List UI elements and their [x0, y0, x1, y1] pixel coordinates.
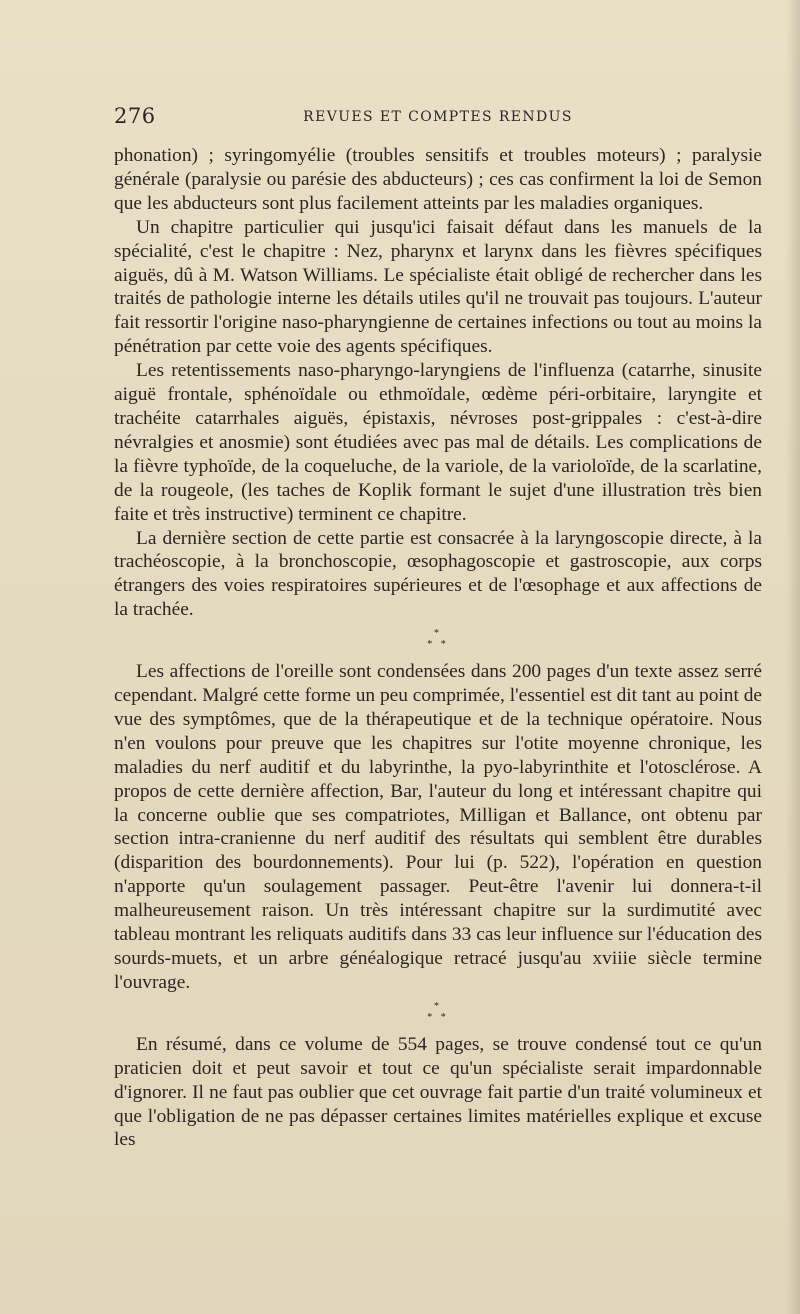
paragraph: Les retentissements naso-pharyngo-laryngiens de l'influenza (catarrhe, sinusite aiguë frontale, sphénoïdale ou ethmoïdale, œdème péri-orbitaire, laryngite et trachéite catarrhales aiguës, épistaxis, névroses post-grippales : c'est-à-dire névralgies et anosmie) sont étudiées avec pas mal de détails. Les complications de la fièvre typhoïde, de la coqueluche, de la variole, de la varioloïde, de la scarlatine, de la rougeole, (les taches de Koplik formant le sujet d'une illustration très bien faite et très instructive) terminent ce chapitre.: [114, 360, 762, 525]
paragraph: En résumé, dans ce volume de 554 pages, se trouve condensé tout ce qu'un praticien doit et peut savoir et tout ce qu'un spécialiste serait impardonnable d'ignorer. Il ne faut pas oublier que cet ouvrage fait partie d'un traité volumineux et que l'obligation de ne pas dépasser certaines limites matérielles explique et excuse les: [114, 1033, 762, 1151]
paragraph: phonation) ; syringomyélie (troubles sensitifs et troubles moteurs) ; paralysie générale (paralysie ou parésie des abducteurs) ; ces cas confirment la loi de Semon que les abducteurs sont plus facilement atteints par les maladies organiques.: [114, 145, 762, 214]
separator-star-top: *: [434, 1000, 442, 1012]
page-number: 276: [114, 104, 156, 128]
separator-star-bottom: * *: [427, 1011, 449, 1023]
page-edge-shadow: [786, 0, 800, 1314]
paragraph: La dernière section de cette partie est consacrée à la laryngoscopie directe, à la trachéoscopie, à la bronchoscopie, œsophagoscopie et gastroscopie, aux corps étrangers des voies respiratoires supérieures et de l'œsophage et aux affections de la trachée.: [114, 527, 762, 621]
page-header: [112, 104, 764, 134]
section-separator: [114, 1001, 762, 1023]
separator-star-top: *: [434, 628, 442, 640]
body-text: [114, 144, 762, 1152]
section-separator: [114, 628, 762, 650]
separator-star-bottom: * *: [427, 639, 449, 651]
running-head: REVUES ET COMPTES RENDUS: [303, 109, 573, 125]
paragraph: Un chapitre particulier qui jusqu'ici faisait défaut dans les manuels de la spécialité, c'est le chapitre : Nez, pharynx et larynx dans les fièvres spécifiques aiguës, dû à M. Watson Williams. Le spécialiste était obligé de rechercher dans les traités de pathologie interne les détails utiles qu'il ne trouvait pas toujours. L'auteur fait ressortir l'origine naso-pharyngienne de certaines infections ou tout au moins la pénétration par cette voie des agents spécifiques.: [114, 216, 762, 358]
paragraph: Les affections de l'oreille sont condensées dans 200 pages d'un texte assez serré cependant. Malgré cette forme un peu comprimée, l'essentiel est dit tant au point de vue des symptômes, que de la thérapeutique et de la technique opératoire. Nous n'en voulons pour preuve que les chapitres sur l'otite moyenne chronique, les maladies du nerf auditif et du labyrinthe, la pyo-labyrinthite et l'otosclérose. A propos de cette dernière affection, Bar, l'auteur du long et intéressant chapitre qui la concerne oublie que ses compatriotes, Milligan et Ballance, ont obtenu par section intra-cranienne du nerf auditif des résultats qui semblent être durables (disparition des bourdonnements). Pour lui (p. 522), l'opération en question n'apporte qu'un soulagement passager. Peut-être l'avenir lui donnera-t-il malheureusement raison. Un très intéressant chapitre sur la surdimutité avec tableau montrant les reliquats auditifs dans 33 cas leur influence sur l'éducation des sourds-muets, et un arbre généalogique retracé jusqu'au xviiie siècle termine l'ouvrage.: [114, 661, 763, 993]
